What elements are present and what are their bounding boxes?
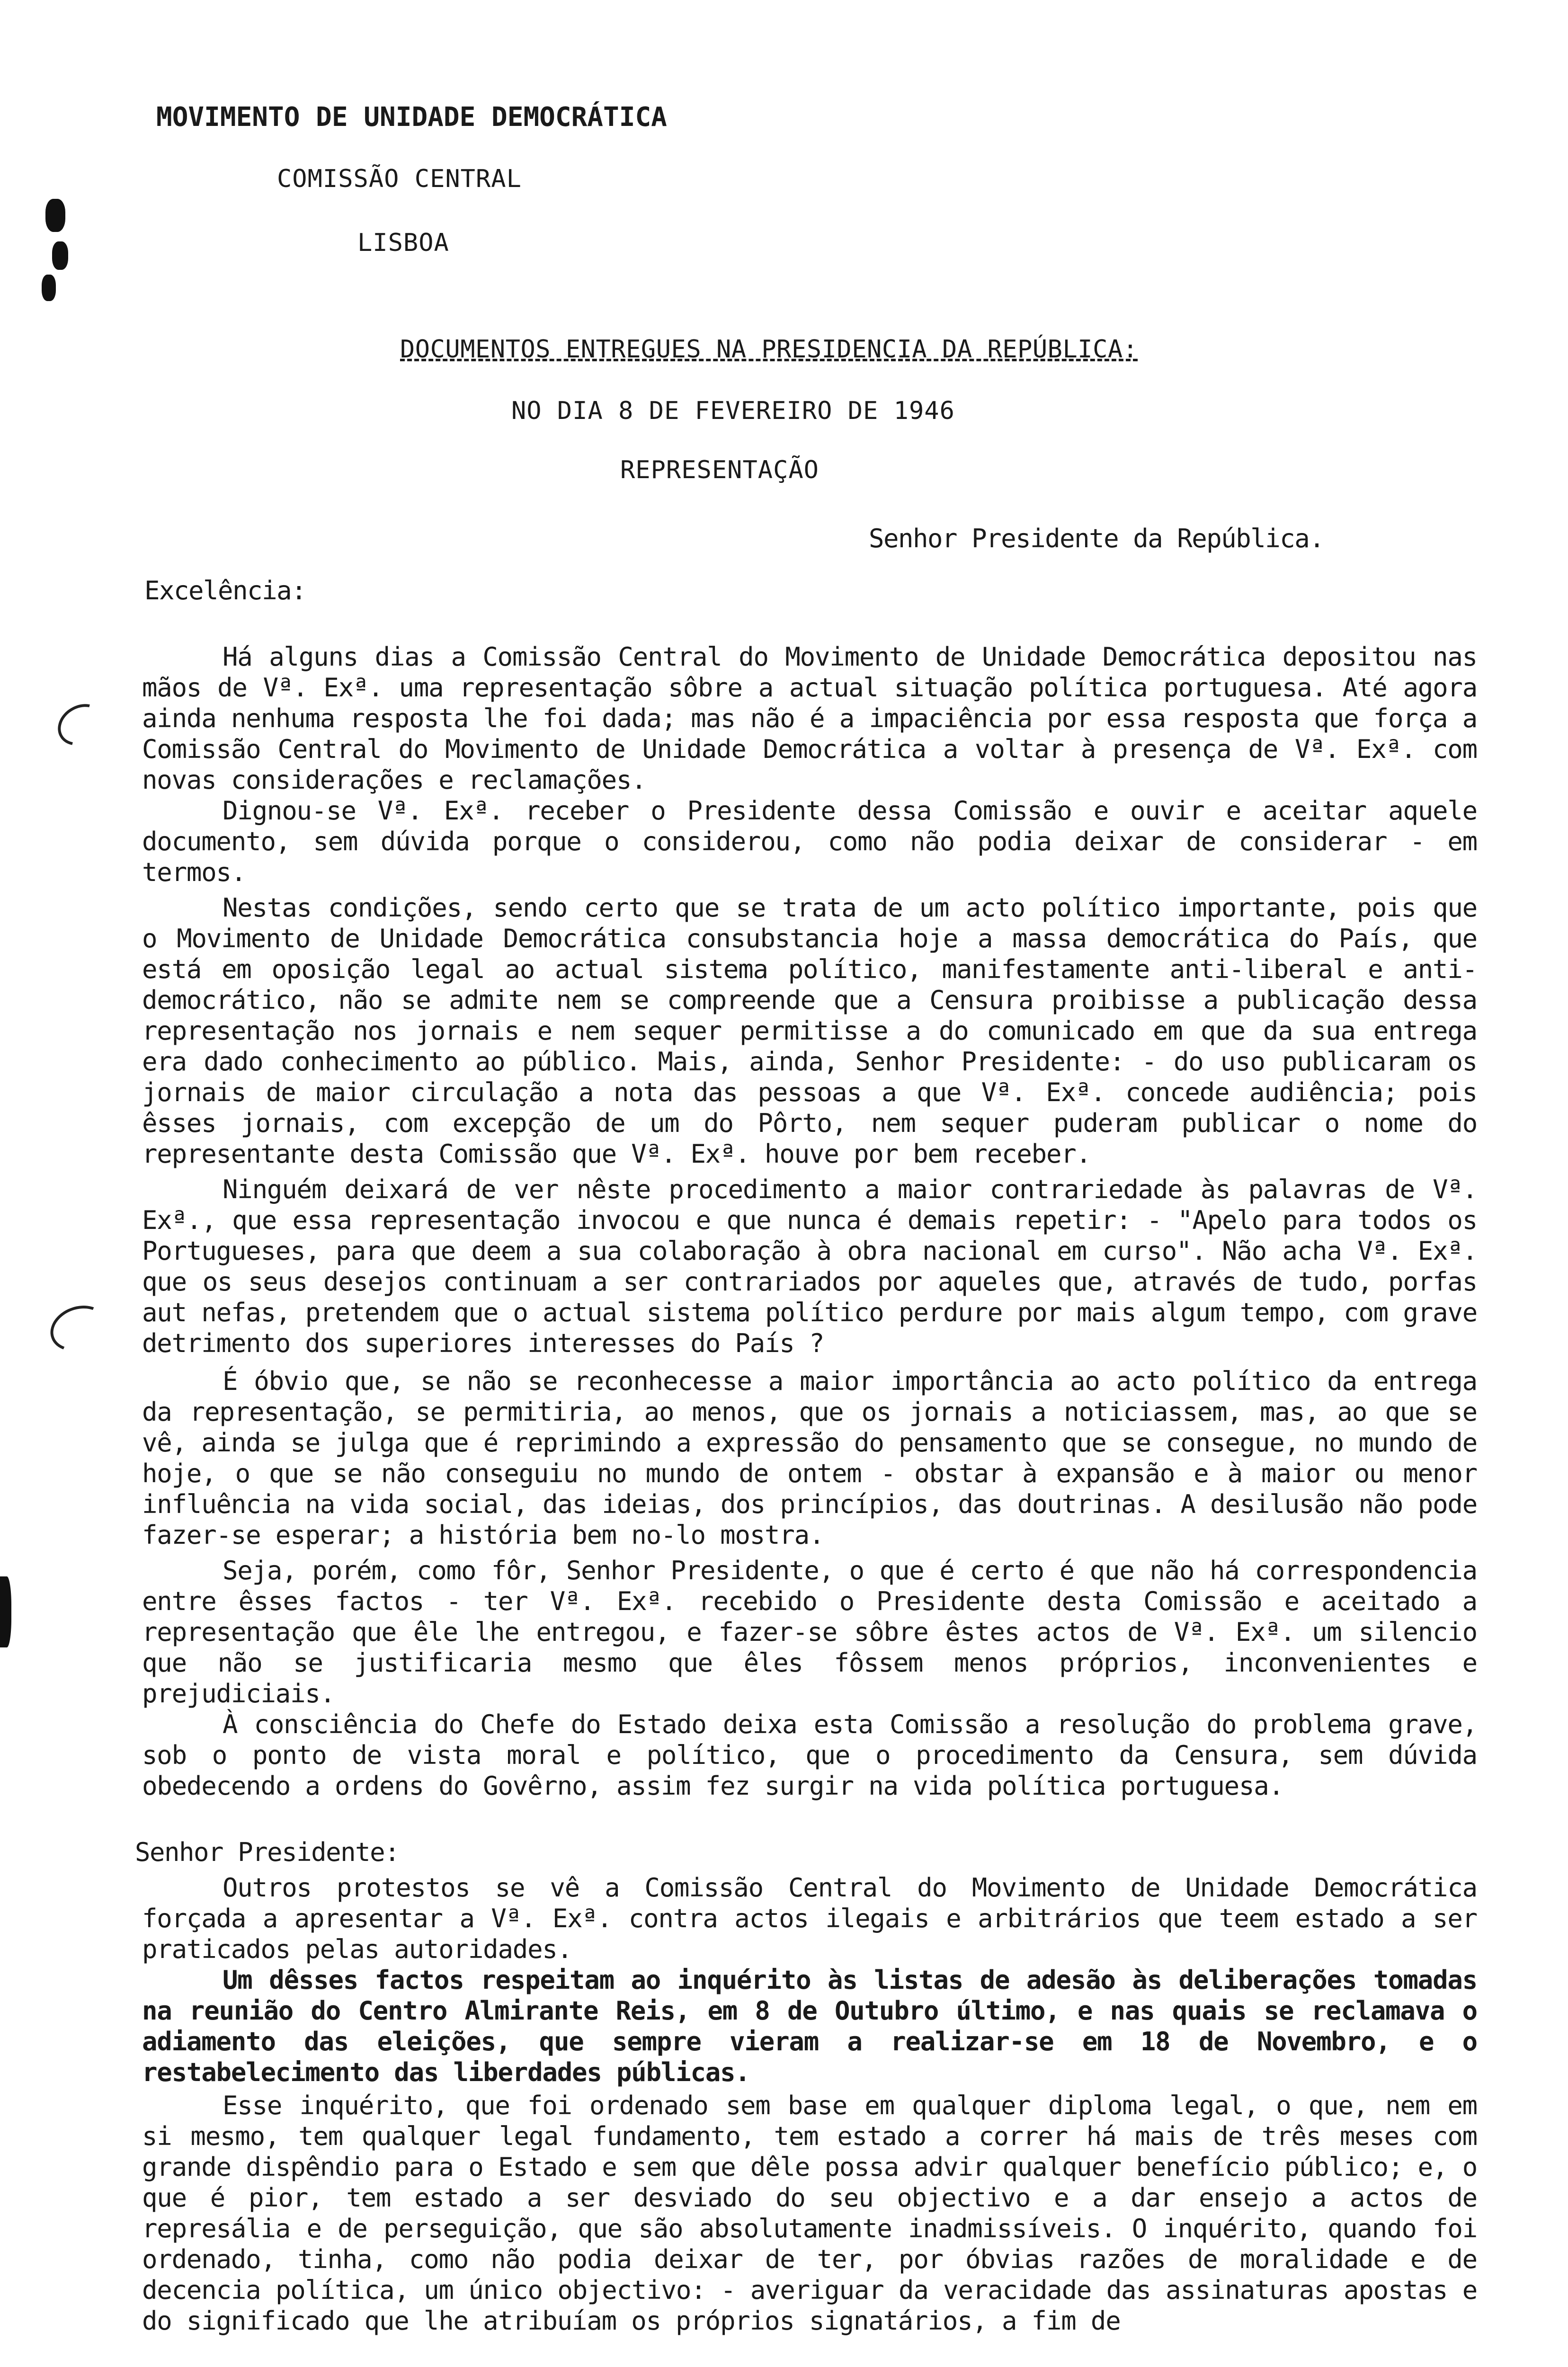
- paragraph-5: É óbvio que, se não se reconhecesse a maior importância ao acto político da entrega da representação, se permitiria, ao menos, que os jornais a noticiassem, mas, ao que se vê, ainda se julga que é reprimindo a expressão do pensamento que se consegue, no mundo de hoje, o que se não conseguiu no mundo de ontem - obstar à expansão e à maior ou menor influência na vida social, das ideias, dos princípios, das doutrinas. A desilusão não pode fazer-se esperar; a história bem no-lo mostra.: [142, 1366, 1477, 1550]
- commission-name: COMISSÃO CENTRAL: [277, 165, 522, 193]
- organization-name: MOVIMENTO DE UNIDADE DEMOCRÁTICA: [156, 102, 667, 133]
- document-date: NO DIA 8 DE FEVEREIRO DE 1946: [511, 397, 955, 425]
- document-type: REPRESENTAÇÃO: [620, 456, 819, 484]
- margin-ink-blot: [42, 275, 56, 301]
- paragraph-7: À consciência do Chefe do Estado deixa esta Comissão a resolução do problema grave, sob o ponto de vista moral e político, que o procedimento da Censura, sem dúvida obedecendo a ordens do Govêrno, assim fez surgir na vida política portuguesa.: [142, 1709, 1477, 1801]
- salutation: Excelência:: [144, 576, 306, 605]
- paragraph-6: Seja, porém, como fôr, Senhor Presidente, o que é certo é que não há correspondencia entre êsses factos - ter Vª. Exª. recebido o Presidente desta Comissão e aceitado a representação que êle lhe entregou, e fazer-se sôbre êstes actos de Vª. Exª. um silencio que não se justificaria mesmo que êles fôssem menos próprios, inconvenientes e prejudiciais.: [142, 1556, 1477, 1709]
- salutation-2: Senhor Presidente:: [135, 1837, 400, 1867]
- margin-ink-blot: [45, 199, 65, 232]
- paragraph-10: Esse inquérito, que foi ordenado sem base em qualquer diploma legal, o que, nem em si mesmo, tem qualquer legal fundamento, tem estado a correr há mais de três meses com grande dispêndio para o Estado e sem que dêle possa advir qualquer benefício público; e, o que é pior, tem estado a ser desviado do seu objectivo e a dar ensejo a actos de represália e de perseguição, que são absolutamente inadmissíveis. O inquérito, quando foi ordenado, tinha, como não podia deixar de ter, por óbvias razões de moralidade e de decencia política, um único objectivo: - averiguar da veracidade das assinaturas apostas e do significado que lhe atribuíam os próprios signatários, a fim de: [142, 2091, 1477, 2336]
- margin-pencil-arc: [44, 1298, 113, 1359]
- punch-hole-mark: [0, 1576, 11, 1647]
- paragraph-2: Dignou-se Vª. Exª. receber o Presidente dessa Comissão e ouvir e aceitar aquele documento, sem dúvida porque o considerou, como não podia deixar de considerar - em termos.: [142, 796, 1477, 887]
- paragraph-9: Um dêsses factos respeitam ao inquérito às listas de adesão às deliberações tomadas na reunião do Centro Almirante Reis, em 8 de Outubro último, e nas quais se reclamava o adiamento das eleições, que sempre vieram a realizar-se em 18 de Novembro, e o restabelecimento das liberdades públicas.: [142, 1965, 1477, 2087]
- document-title: DOCUMENTOS ENTREGUES NA PRESIDENCIA DA REPÚBLICA:: [400, 335, 1138, 364]
- paragraph-8: Outros protestos se vê a Comissão Central do Movimento de Unidade Democrática forçada a apresentar a Vª. Exª. contra actos ilegais e arbitrários que teem estado a ser praticados pelas autoridades.: [142, 1873, 1477, 1964]
- paragraph-3: Nestas condições, sendo certo que se trata de um acto político importante, pois que o Movimento de Unidade Democrática consubstancia hoje a massa democrática do País, que está em oposição legal ao actual sistema político, manifestamente anti-liberal e anti-democrático, não se admite nem se compreende que a Censura proibisse a publicação dessa representação nos jornais e nem sequer permitisse a do comunicado em que da sua entrega era dado conhecimento ao público. Mais, ainda, Senhor Presidente: - do uso publicaram os jornais de maior circulação a nota das pessoas a que Vª. Exª. concede audiência; pois êsses jornais, com excepção de um do Pôrto, nem sequer puderam publicar o nome do representante desta Comissão que Vª. Exª. houve por bem receber.: [142, 893, 1477, 1169]
- margin-pencil-arc: [50, 696, 111, 754]
- addressee: Senhor Presidente da República.: [869, 524, 1324, 553]
- paragraph-1: Há alguns dias a Comissão Central do Movimento de Unidade Democrática depositou nas mãos de Vª. Exª. uma representação sôbre a actual situação política portuguesa. Até agora ainda nenhuma resposta lhe foi dada; mas não é a impaciência por essa resposta que força a Comissão Central do Movimento de Unidade Democrática a voltar à presença de Vª. Exª. com novas considerações e reclamações.: [142, 642, 1477, 795]
- margin-ink-blot: [52, 241, 68, 270]
- city-name: LISBOA: [357, 229, 449, 257]
- paragraph-4: Ninguém deixará de ver nêste procedimento a maior contrariedade às palavras de Vª. Exª., que essa representação invocou e que nunca é demais repetir: - "Apelo para todos os Portugueses, para que deem a sua colaboração à obra nacional em curso". Não acha Vª. Exª. que os seus desejos continuam a ser contrariados por aqueles que, através de tudo, porfas aut nefas, pretendem que o actual sistema político perdure por mais algum tempo, com grave detrimento dos superiores interesses do País ?: [142, 1175, 1477, 1358]
